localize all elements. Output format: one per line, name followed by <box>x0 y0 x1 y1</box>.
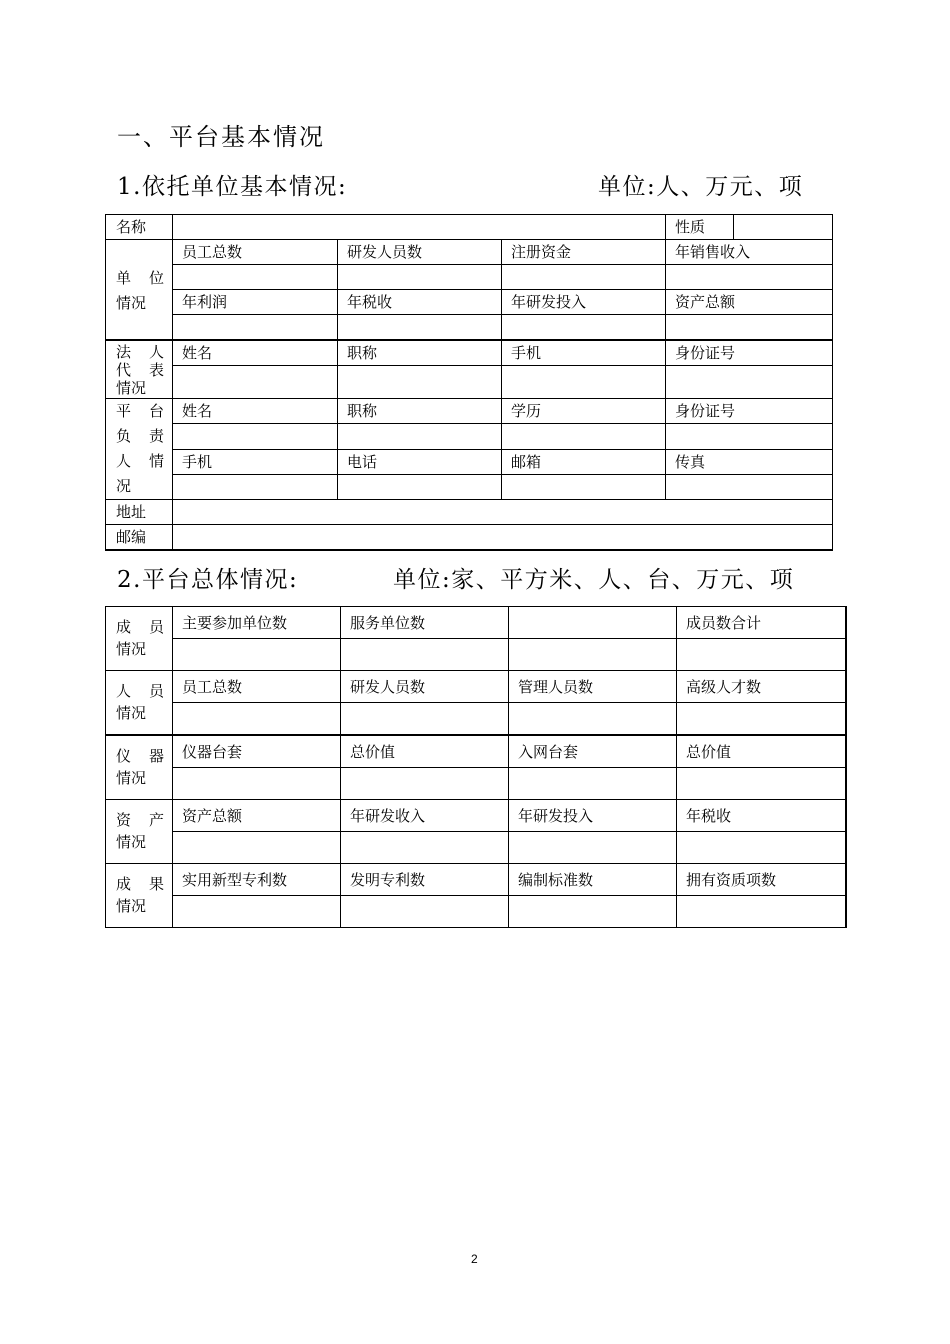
overview-row-labels <box>106 607 846 639</box>
legal-name-label: 姓名 <box>173 340 338 366</box>
overview-cell-label: 年税收 <box>677 800 846 832</box>
legal-title-field[interactable] <box>338 366 502 399</box>
overview-row-values <box>106 768 846 800</box>
overview-cell-label: 高级人才数 <box>677 671 846 703</box>
unit-annual-sales-field[interactable] <box>666 265 833 290</box>
page-number: 2 <box>471 1252 478 1266</box>
unit-row-2-values <box>106 315 833 341</box>
section-title: 一、平台基本情况 <box>117 123 325 151</box>
leader-email-field[interactable] <box>502 474 666 499</box>
name-field[interactable] <box>173 215 666 240</box>
postcode-row <box>106 525 833 551</box>
overview-cell-label: 年研发投入 <box>509 800 677 832</box>
overview-value-field[interactable] <box>677 896 846 928</box>
leader-info-label: 平 台 负 责 人 情 况 <box>106 399 173 500</box>
overview-value-field[interactable] <box>341 703 509 736</box>
unit-row-1-values <box>106 265 833 290</box>
address-field[interactable] <box>173 500 833 525</box>
overview-row-labels <box>106 800 846 832</box>
overview-group-label: 成 果 情况 <box>106 864 173 928</box>
legal-row-values <box>106 366 833 399</box>
overview-value-field[interactable] <box>341 896 509 928</box>
overview-cell-label: 仪器台套 <box>173 735 341 768</box>
unit-employees-field[interactable] <box>173 265 338 290</box>
overview-cell-label: 入网台套 <box>509 735 677 768</box>
name-label: 名称 <box>106 215 173 240</box>
overview-cell-label: 总价值 <box>677 735 846 768</box>
overview-value-field[interactable] <box>509 896 677 928</box>
unit-rd-staff-label: 研发人员数 <box>338 240 502 265</box>
overview-cell-label: 拥有资质项数 <box>677 864 846 896</box>
unit-total-assets-field[interactable] <box>666 315 833 341</box>
overview-row-labels <box>106 671 846 703</box>
leader-row-1-labels <box>106 399 833 424</box>
address-label: 地址 <box>106 500 173 525</box>
legal-title-label: 职称 <box>338 340 502 366</box>
overview-group-label: 成 员 情况 <box>106 607 173 671</box>
leader-phone-field[interactable] <box>338 474 502 499</box>
unit-tax-field[interactable] <box>338 315 502 341</box>
leader-education-label: 学历 <box>502 399 666 424</box>
overview-cell-label: 总价值 <box>341 735 509 768</box>
leader-fax-label: 传真 <box>666 449 833 474</box>
overview-value-field[interactable] <box>173 768 341 800</box>
unit-rd-investment-label: 年研发投入 <box>502 290 666 315</box>
overview-row-values <box>106 639 846 671</box>
postcode-label: 邮编 <box>106 525 173 551</box>
postcode-field[interactable] <box>173 525 833 551</box>
overview-cell-label: 成员数合计 <box>677 607 846 639</box>
address-row <box>106 500 833 525</box>
unit-rd-staff-field[interactable] <box>338 265 502 290</box>
overview-cell-label: 实用新型专利数 <box>173 864 341 896</box>
name-row <box>106 215 833 240</box>
overview-value-field[interactable] <box>509 832 677 864</box>
legal-name-field[interactable] <box>173 366 338 399</box>
leader-name-label: 姓名 <box>173 399 338 424</box>
unit-rd-investment-field[interactable] <box>502 315 666 341</box>
overview-cell-label: 编制标准数 <box>509 864 677 896</box>
overview-value-field[interactable] <box>677 703 846 736</box>
unit-row-1-labels <box>106 240 833 265</box>
overview-group-label: 人 员 情况 <box>106 671 173 736</box>
legal-row-labels <box>106 340 833 366</box>
unit-profit-label: 年利润 <box>173 290 338 315</box>
overview-value-field[interactable] <box>341 768 509 800</box>
leader-title-label: 职称 <box>338 399 502 424</box>
overview-value-field[interactable] <box>677 768 846 800</box>
subsection-1-unit: 单位:人、万元、项 <box>598 174 804 200</box>
overview-group-label: 资 产 情况 <box>106 800 173 864</box>
overview-cell-label: 主要参加单位数 <box>173 607 341 639</box>
subsection-2-unit: 单位:家、平方米、人、台、万元、项 <box>393 567 795 593</box>
leader-email-label: 邮箱 <box>502 449 666 474</box>
leader-fax-field[interactable] <box>666 474 833 499</box>
leader-title-field[interactable] <box>338 424 502 449</box>
overview-row-values <box>106 703 846 736</box>
overview-value-field[interactable] <box>173 896 341 928</box>
overview-value-field[interactable] <box>677 639 846 671</box>
overview-cell-label: 员工总数 <box>173 671 341 703</box>
overview-value-field[interactable] <box>677 832 846 864</box>
overview-value-field[interactable] <box>173 703 341 736</box>
overview-value-field[interactable] <box>509 703 677 736</box>
leader-mobile-label: 手机 <box>173 449 338 474</box>
leader-id-label: 身份证号 <box>666 399 833 424</box>
leader-phone-label: 电话 <box>338 449 502 474</box>
legal-id-field[interactable] <box>666 366 833 399</box>
overview-row-labels <box>106 864 846 896</box>
unit-registered-capital-field[interactable] <box>502 265 666 290</box>
overview-cell-label <box>509 607 677 639</box>
nature-field[interactable] <box>734 215 833 240</box>
leader-education-field[interactable] <box>502 424 666 449</box>
unit-profit-field[interactable] <box>173 315 338 341</box>
unit-registered-capital-label: 注册资金 <box>502 240 666 265</box>
subsection-1-title: 1.依托单位基本情况: <box>117 174 348 200</box>
overview-value-field[interactable] <box>341 832 509 864</box>
unit-employees-label: 员工总数 <box>173 240 338 265</box>
overview-value-field[interactable] <box>173 639 341 671</box>
overview-cell-label: 年研发收入 <box>341 800 509 832</box>
overview-cell-label: 发明专利数 <box>341 864 509 896</box>
leader-row-2-values <box>106 474 833 499</box>
overview-row-labels <box>106 735 846 768</box>
overview-group-label: 仪 器 情况 <box>106 735 173 800</box>
subsection-2-title: 2.平台总体情况: <box>117 567 299 593</box>
overview-cell-label: 资产总额 <box>173 800 341 832</box>
unit-info-label: 单 位 情况 <box>106 240 173 341</box>
overview-value-field[interactable] <box>173 832 341 864</box>
unit-tax-label: 年税收 <box>338 290 502 315</box>
leader-mobile-field[interactable] <box>173 474 338 499</box>
host-unit-table <box>105 214 833 551</box>
overview-value-field[interactable] <box>509 768 677 800</box>
legal-rep-label: 法 人 代 表 情况 <box>106 340 173 399</box>
unit-row-2-labels <box>106 290 833 315</box>
overview-cell-label: 研发人员数 <box>341 671 509 703</box>
nature-label: 性质 <box>666 215 734 240</box>
unit-annual-sales-label: 年销售收入 <box>666 240 833 265</box>
legal-phone-field[interactable] <box>502 366 666 399</box>
platform-overview-table <box>105 606 847 928</box>
leader-name-field[interactable] <box>173 424 338 449</box>
overview-row-values <box>106 896 846 928</box>
overview-cell-label: 管理人员数 <box>509 671 677 703</box>
overview-cell-label: 服务单位数 <box>341 607 509 639</box>
leader-row-2-labels <box>106 449 833 474</box>
unit-total-assets-label: 资产总额 <box>666 290 833 315</box>
overview-value-field[interactable] <box>341 639 509 671</box>
leader-row-1-values <box>106 424 833 449</box>
legal-phone-label: 手机 <box>502 340 666 366</box>
overview-row-values <box>106 832 846 864</box>
leader-id-field[interactable] <box>666 424 833 449</box>
overview-value-field[interactable] <box>509 639 677 671</box>
legal-id-label: 身份证号 <box>666 340 833 366</box>
